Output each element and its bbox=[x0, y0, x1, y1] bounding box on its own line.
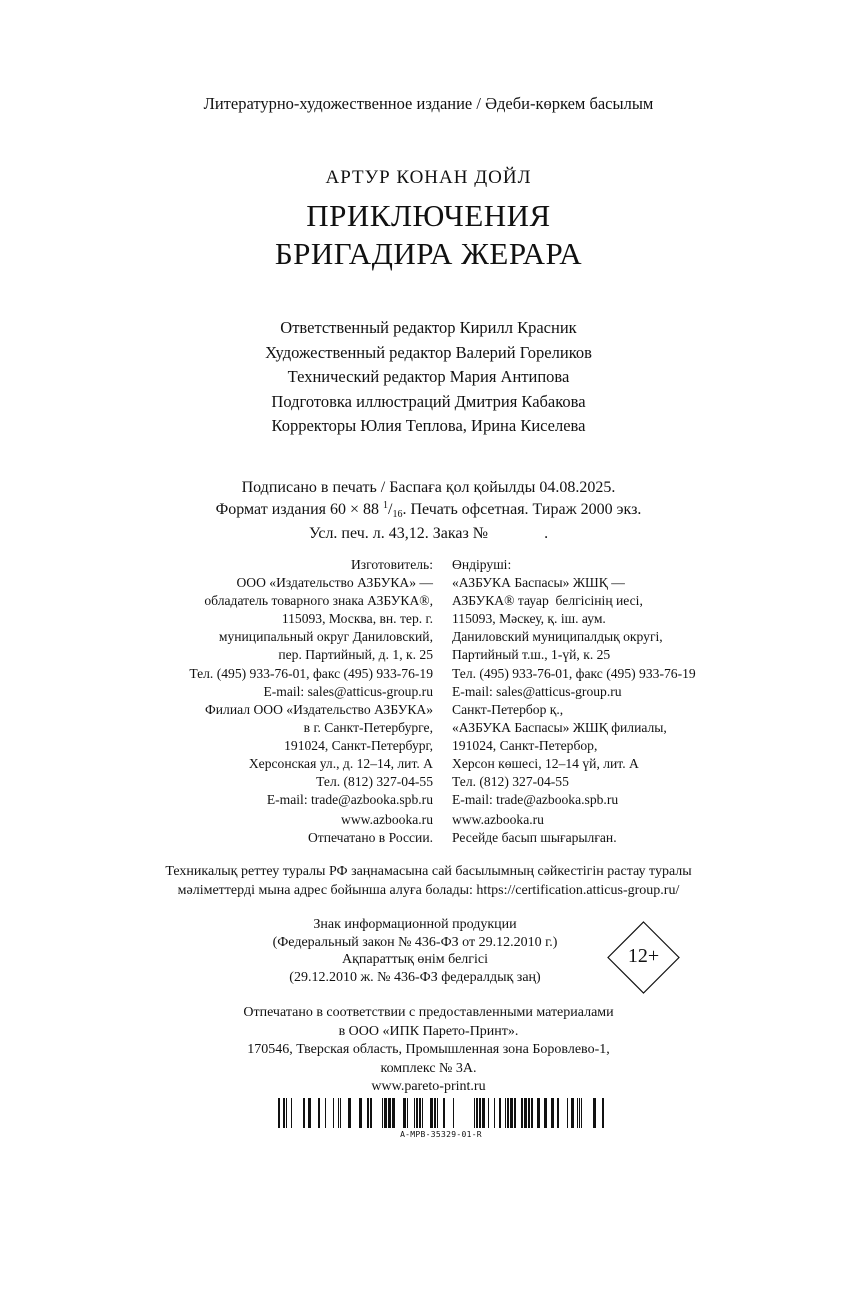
tech-regulation-line: мәліметтерді мына адрес бойынша алуға болады: https://certification.atticus-group.ru/ bbox=[177, 883, 680, 898]
branch-kz-line: 191024, Санкт-Петербор, bbox=[452, 738, 598, 754]
manufacturer-ru-line: 115093, Москва, вн. тер. г. bbox=[281, 611, 433, 627]
manufacturer-ru bbox=[189, 556, 433, 701]
credits-block bbox=[0, 316, 857, 439]
manufacturer-ru-line: ООО «Издательство АЗБУКА» — bbox=[236, 575, 433, 591]
manufacturer-kz-line: Тел. (495) 933-76-01, факс (495) 933-76-19 bbox=[452, 665, 696, 681]
site-ru bbox=[308, 811, 433, 847]
manufacturer-ru-line: E-mail: sales@atticus-group.ru bbox=[263, 683, 433, 699]
printing-line: комплекс № 3А. bbox=[380, 1060, 477, 1076]
book-title-line-1: ПРИКЛЮЧЕНИЯ bbox=[306, 198, 551, 233]
site-kz bbox=[452, 811, 617, 847]
site-ru-line: Отпечатано в России. bbox=[307, 830, 433, 846]
branch-ru-line: E-mail: trade@azbooka.spb.ru bbox=[266, 792, 433, 808]
manufacturer-ru-line: пер. Партийный, д. 1, к. 25 bbox=[278, 647, 433, 663]
info-product-sign-text bbox=[230, 916, 600, 986]
info-sign-line: (29.12.2010 ж. № 436-ФЗ федералдық заң) bbox=[289, 969, 541, 985]
manufacturer-ru-line: Изготовитель: bbox=[350, 557, 433, 572]
edition-type-line: Литературно-художественное издание / Әдеби-көркем басылым bbox=[203, 94, 654, 113]
tech-regulation-note bbox=[0, 862, 857, 900]
credit-art-editor: Художественный редактор Валерий Гореликов bbox=[265, 342, 592, 362]
manufacturer-ru-line: муниципальный округ Даниловский, bbox=[218, 629, 433, 645]
manufacturer-kz-line: «АЗБУКА Баспасы» ЖШҚ — bbox=[452, 575, 625, 591]
printing-house-info bbox=[0, 1004, 857, 1097]
credit-tech-editor: Технический редактор Мария Антипова bbox=[287, 367, 570, 386]
format-line: Формат издания 60 × 88 $^1$/16. Печать офсетная. Тираж 2000 экз. bbox=[215, 500, 642, 520]
printing-line: www.pareto-print.ru bbox=[371, 1079, 486, 1094]
site-kz-line: Ресейде басып шығарылған. bbox=[452, 830, 617, 846]
branch-ru-line: Филиал ООО «Издательство АЗБУКА» bbox=[205, 702, 433, 717]
publication-info bbox=[0, 477, 857, 545]
branch-kz-line: «АЗБУКА Баспасы» ЖШҚ филиалы, bbox=[452, 720, 667, 736]
manufacturer-kz-line: E-mail: sales@atticus-group.ru bbox=[452, 683, 622, 699]
manufacturer-kz-line: Өндіруші: bbox=[452, 557, 512, 572]
manufacturer-kz bbox=[452, 556, 696, 701]
branch-kz-line: E-mail: trade@azbooka.spb.ru bbox=[452, 792, 619, 808]
branch-kz-line: Тел. (812) 327-04-55 bbox=[452, 774, 569, 790]
manufacturer-ru-line: обладатель товарного знака АЗБУКА®, bbox=[204, 593, 433, 609]
branch-ru-line: Тел. (812) 327-04-55 bbox=[316, 774, 433, 790]
signed-to-print: Подписано в печать / Баспаға қол қойылды 04.08.2025. bbox=[241, 479, 616, 496]
info-sign-line: Знак информационной продукции bbox=[313, 917, 517, 932]
credit-editor: Ответственный редактор Кирилл Красник bbox=[280, 318, 577, 337]
branch-kz bbox=[452, 701, 667, 810]
site-ru-line: www.azbooka.ru bbox=[341, 812, 433, 827]
credit-proofreaders: Корректоры Юлия Теплова, Ирина Киселева bbox=[271, 416, 586, 435]
branch-kz-line: Херсон көшесі, 12–14 үй, лит. А bbox=[452, 756, 639, 772]
printing-line: 170546, Тверская область, Промышленная зона Боровлево-1, bbox=[247, 1042, 610, 1057]
credit-illustrations: Подготовка иллюстраций Дмитрия Кабакова bbox=[271, 391, 586, 411]
info-sign-line: (Федеральный закон № 436-ФЗ от 29.12.2010 г.) bbox=[272, 934, 558, 950]
manufacturer-kz-line: Даниловский муниципалдық округі, bbox=[452, 629, 663, 645]
printing-line: Отпечатано в соответствии с предоставленными материалами bbox=[243, 1005, 614, 1020]
barcode-image bbox=[276, 1098, 606, 1128]
manufacturer-kz-line: АЗБУКА® тауар белгісінің иесі, bbox=[452, 593, 643, 609]
sheets-order-line: Усл. печ. л. 43,12. Заказ № . bbox=[308, 525, 549, 542]
branch-ru-line: в г. Санкт-Петербурге, bbox=[303, 720, 433, 736]
manufacturer-kz-line: 115093, Мәскеу, қ. іш. аум. bbox=[452, 611, 606, 627]
age-rating-label: 12+ bbox=[627, 945, 660, 967]
branch-ru-line: Херсонская ул., д. 12–14, лит. А bbox=[248, 756, 433, 772]
printing-line: в ООО «ИПК Парето-Принт». bbox=[338, 1023, 519, 1039]
book-title-line-2: БРИГАДИРА ЖЕРАРА bbox=[274, 236, 583, 271]
barcode-code: A-MPB-35329-01-R bbox=[400, 1130, 482, 1139]
manufacturer-ru-line: Тел. (495) 933-76-01, факс (495) 933-76-19 bbox=[189, 665, 433, 681]
branch-ru-line: 191024, Санкт-Петербург, bbox=[284, 738, 433, 754]
branch-ru bbox=[205, 701, 433, 810]
tech-regulation-line: Техникалық реттеу туралы РФ заңнамасына сай басылымның сәйкестігін растау туралы bbox=[165, 864, 692, 879]
site-kz-line: www.azbooka.ru bbox=[452, 812, 544, 827]
info-sign-line: Ақпараттық өнім белгісі bbox=[341, 952, 489, 967]
author-name: АРТУР КОНАН ДОЙЛ bbox=[325, 167, 532, 188]
age-rating-badge bbox=[607, 921, 680, 994]
manufacturer-kz-line: Партийный т.ш., 1-үй, к. 25 bbox=[452, 647, 611, 663]
branch-kz-line: Санкт-Петербор қ., bbox=[452, 702, 564, 717]
